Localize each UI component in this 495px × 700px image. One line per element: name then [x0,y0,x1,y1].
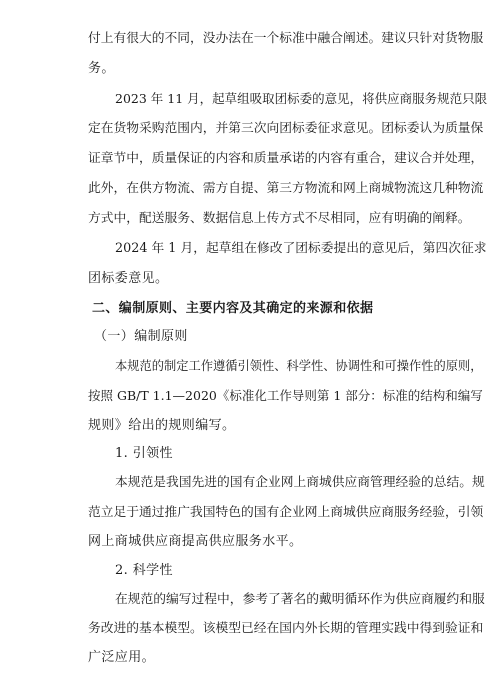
subsection-heading: （一）编制原则 [94,329,188,344]
paragraph-line: 网上商城供应商提高供应服务水平。 [88,534,303,549]
paragraph-line: 范立足于通过推广我国特色的国有企业网上商城供应商服务经验，引领 [88,505,484,520]
paragraph-line: 团标委意见。 [88,271,169,286]
paragraph-line: 按照 GB/T 1.1—2020《标准化工作导则第 1 部分：标准的结构和编写 [88,388,483,403]
item-heading: 1. 引领性 [115,446,173,461]
paragraph-line: 在规范的编写过程中，参考了著名的戴明循环作为供应商履约和服 [115,592,485,607]
paragraph-line: 务。 [88,61,115,76]
paragraph-line: 2024 年 1 月，起草组在修改了团标委提出的意见后，第四次征求 [115,241,487,256]
paragraph-line: 定在货物采购范围内，并第三次向团标委征求意见。团标委认为质量保 [88,121,484,136]
paragraph-line: 本规范是我国先进的国有企业网上商城供应商管理经验的总结。规 [115,475,485,490]
section-heading: 二、编制原则、主要内容及其确定的来源和依据 [92,301,374,316]
paragraph-line: 规则》给出的规则编写。 [88,418,236,433]
paragraph-line: 付上有很大的不同，没办法在一个标准中融合阐述。建议只针对货物服 [88,31,484,46]
item-heading: 2. 科学性 [115,563,173,578]
paragraph-line: 方式中，配送服务、数据信息上传方式不尽相同，应有明确的阐释。 [88,211,471,226]
paragraph-line: 2023 年 11 月，起草组吸取团标委的意见，将供应商服务规范只限 [115,91,488,106]
paragraph-line: 务改进的基本模型。该模型已经在国内外长期的管理实践中得到验证和 [88,621,484,636]
paragraph-line: 证章节中，质量保证的内容和质量承诺的内容有重合，建议合并处理， [88,151,484,166]
paragraph-line: 本规范的制定工作遵循引领性、科学性、协调性和可操作性的原则， [115,359,483,373]
paragraph-line: 此外，在供方物流、需方自提、第三方物流和网上商城物流这几种物流 [88,181,484,196]
paragraph-line: 广泛应用。 [88,650,156,665]
